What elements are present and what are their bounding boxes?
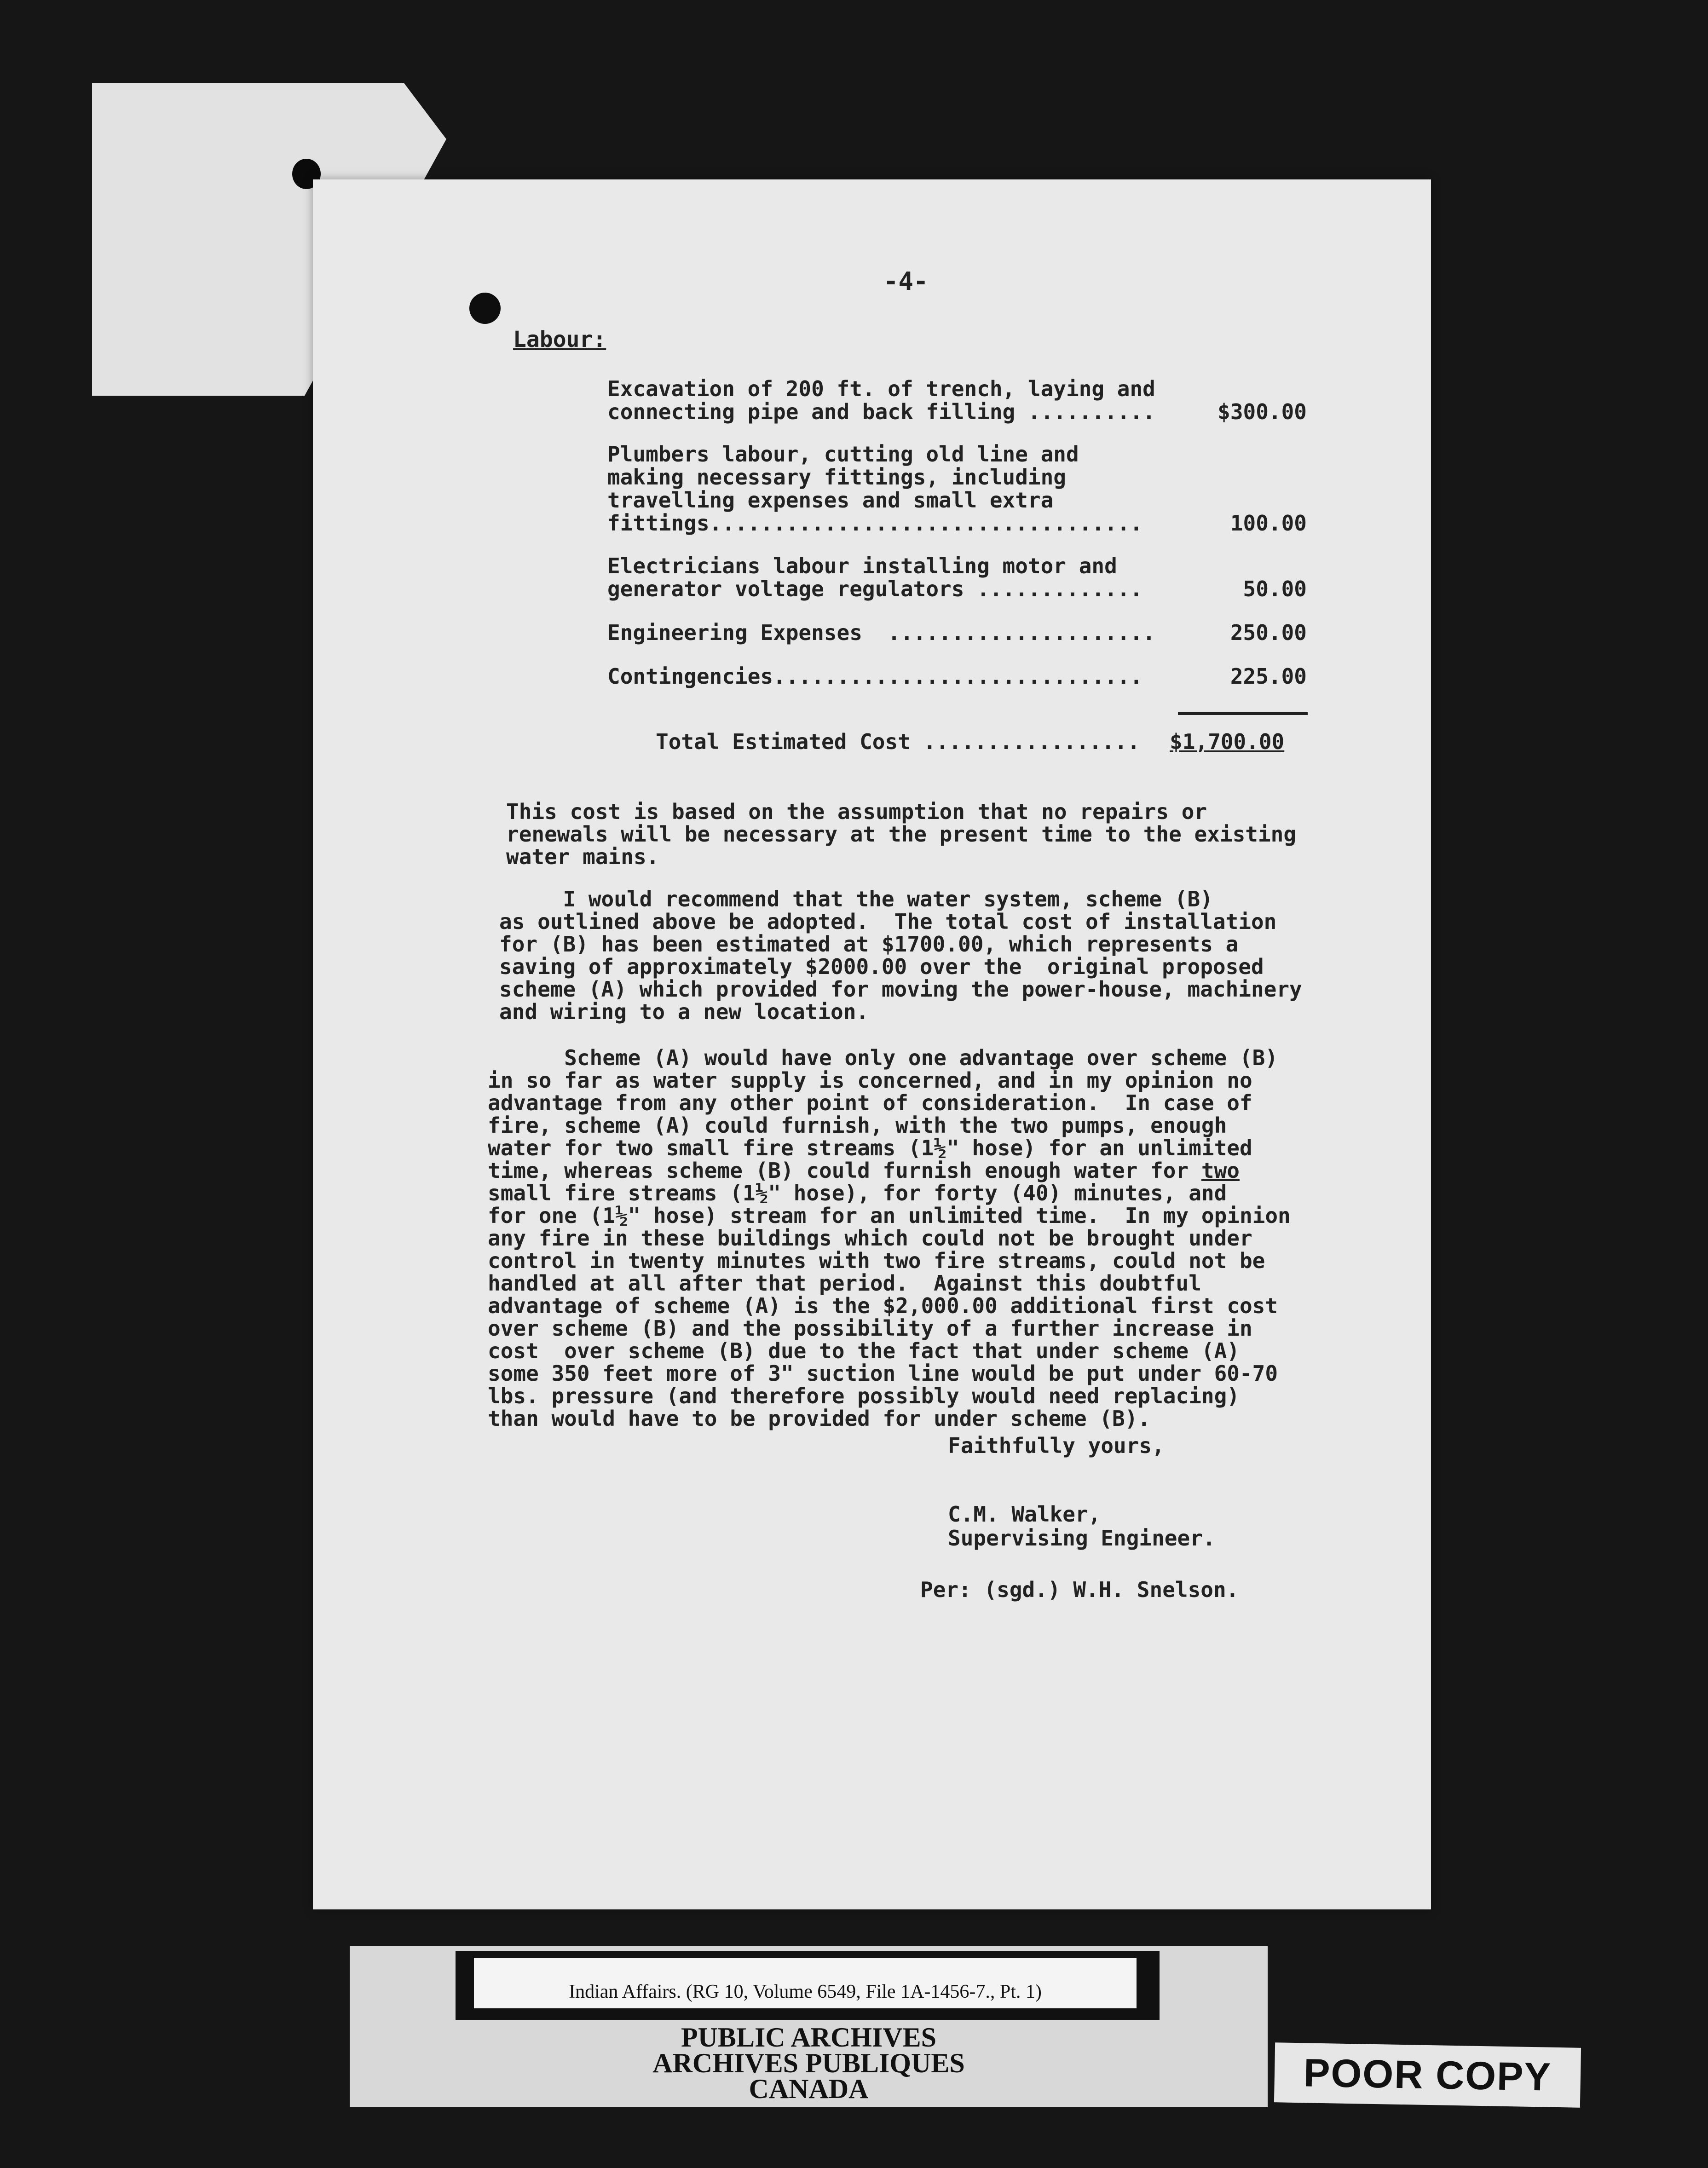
cost-item-plumbers bbox=[607, 443, 1307, 535]
per-signature: Per: (sgd.) W.H. Snelson. bbox=[920, 1577, 1239, 1602]
total-amount: $1,700.00 bbox=[1170, 729, 1285, 754]
paragraph-recommendation: I would recommend that the water system, scheme (B) as outlined above be adopted. The total cost of installation for (B) has been estimated at $1700.00, which represents a saving of approximately $2000.00 over the original proposed scheme (A) which provided for moving the power-house, machinery and wiring to a new location. bbox=[499, 887, 1302, 1024]
cost-item-description: Engineering Expenses ..................... bbox=[607, 620, 1155, 645]
cost-item-amount: 100.00 bbox=[1230, 511, 1307, 536]
paragraph-assumption: This cost is based on the assumption that no repairs or renewals will be necessary at the present time to the existing water mains. bbox=[506, 799, 1297, 869]
document-page bbox=[313, 179, 1431, 1909]
archive-reference: Indian Affairs. (RG 10, Volume 6549, File 1A-1456-7., Pt. 1) bbox=[474, 1958, 1137, 2008]
cost-item-electricians bbox=[607, 554, 1307, 600]
paragraph-text: small fire streams (1½" hose), for forty (40) minutes, and for one (1½" hose) stream for an unlimited time. In my opinion any fire in these buildings which could not be brought under control in twenty minutes with two fire streams, could not be handled at all after that period. Against this doubtful advantage of scheme (A) is the $2,000.00 additional first cost over scheme (B) and the possibility of a further increase in cost over scheme (B) due to the fact that under scheme (A) some 350 feet more of 3" suction line would be put under 60-70 lbs. pressure (and therefore possibly would need replacing) than would have to be provided for under scheme (B). bbox=[488, 1181, 1291, 1431]
archives-line: PUBLIC ARCHIVES bbox=[681, 2022, 937, 2053]
archive-footer bbox=[350, 1946, 1268, 2107]
page-number: -4- bbox=[883, 267, 929, 296]
archives-line: CANADA bbox=[749, 2074, 869, 2104]
cost-item-excavation bbox=[607, 377, 1307, 423]
cost-item-description: Excavation of 200 ft. of trench, laying and connecting pipe and back filling .......... bbox=[607, 376, 1155, 424]
cost-item-amount: 50.00 bbox=[1243, 577, 1307, 601]
closing-salutation: Faithfully yours, bbox=[948, 1433, 1165, 1458]
punch-hole bbox=[469, 293, 501, 324]
archives-caption bbox=[350, 2024, 1268, 2102]
labour-heading: Labour: bbox=[513, 327, 606, 352]
cost-item-amount: 225.00 bbox=[1230, 664, 1307, 689]
cost-item-description: Plumbers labour, cutting old line and making necessary fittings, including travelling expenses and small extra fittings.................................. bbox=[607, 442, 1143, 536]
signer-block: C.M. Walker, Supervising Engineer. bbox=[948, 1502, 1216, 1551]
cost-item-description: Contingencies............................. bbox=[607, 664, 1143, 689]
archives-line: ARCHIVES PUBLIQUES bbox=[652, 2048, 965, 2078]
cost-item-description: Electricians labour installing motor and generator voltage regulators ............. bbox=[607, 554, 1143, 601]
poor-copy-stamp: POOR COPY bbox=[1274, 2042, 1581, 2108]
underlined-word: two bbox=[1201, 1158, 1240, 1183]
paragraph-scheme-comparison bbox=[488, 1047, 1291, 1430]
total-rule bbox=[1178, 712, 1308, 715]
cost-item-contingencies bbox=[607, 665, 1307, 688]
cost-item-amount: 250.00 bbox=[1230, 620, 1307, 645]
total-label: Total Estimated Cost ................. bbox=[656, 729, 1140, 754]
paragraph-text: Scheme (A) would have only one advantage over scheme (B) in so far as water supply is concerned, and in my opinion no advantage from any other point of consideration. In case of fire, scheme (A) could furnish, with the two pumps, enough water for two small fire streams (1½" hose) for an unlimited time, whereas scheme (B) could furnish enough water for bbox=[488, 1045, 1278, 1183]
cost-item-amount: $300.00 bbox=[1218, 399, 1307, 424]
cost-item-engineering bbox=[607, 621, 1307, 644]
